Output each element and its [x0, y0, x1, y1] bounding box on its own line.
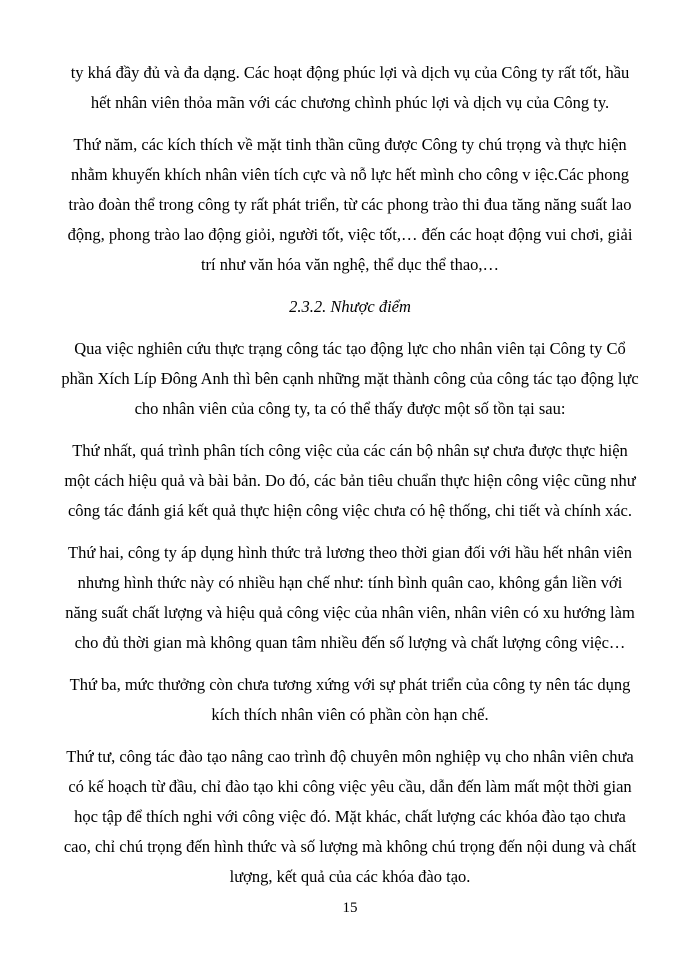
- section-heading: 2.3.2. Nhược điểm: [289, 297, 411, 316]
- paragraph-third-weakness: Thứ ba, mức thưởng còn chưa tương xứng với sự phát triển của công ty nên tác dụng kích thích nhân viên có phần còn hạn chế.: [69, 675, 631, 724]
- paragraph-intro-weaknesses: Qua việc nghiên cứu thực trạng công tác tạo động lực cho nhân viên tại Công ty Cổ phần Xích Líp Đông Anh thì bên cạnh những mặt thành công của công tác tạo động lực cho nhân viên của công ty, ta có thể thấy được một số tồn tại sau:: [61, 339, 639, 418]
- page-content: [60, 58, 640, 904]
- paragraph-welfare-continuation: ty khá đầy đủ và đa dạng. Các hoạt động phúc lợi và dịch vụ của Công ty rất tốt, hầu hết nhân viên thỏa mãn với các chương chình phúc lợi và dịch vụ của Công ty.: [70, 63, 630, 112]
- paragraph-fourth-weakness: Thứ tư, công tác đào tạo nâng cao trình độ chuyên môn nghiệp vụ cho nhân viên chưa có kế hoạch từ đầu, chỉ đào tạo khi công việc yêu cầu, dẫn đến làm mất một thời gian học tập để thích nghi với công việc đó. Mặt khác, chất lượng các khóa đào tạo chưa cao, chỉ chú trọng đến hình thức và số lượng mà không chú trọng đến nội dung và chất lượng, kết quả của các khóa đào tạo.: [63, 747, 637, 886]
- paragraph-second-weakness: Thứ hai, công ty áp dụng hình thức trả lương theo thời gian đối với hầu hết nhân viên nhưng hình thức này có nhiều hạn chế như: tính bình quân cao, không gắn liền với năng suất chất lượng và hiệu quả công việc của nhân viên, nhân viên có xu hướng làm cho đủ thời gian mà không quan tâm nhiều đến số lượng và chất lượng công việc…: [65, 543, 635, 652]
- paragraph-fifth-point: Thứ năm, các kích thích về mặt tinh thần cũng được Công ty chú trọng và thực hiện nhằm khuyến khích nhân viên tích cực và nỗ lực hết mình cho công v iệc.Các phong trào đoàn thể trong công ty rất phát triển, từ các phong trào thi đua tăng năng suất lao động, phong trào lao động giỏi, người tốt, việc tốt,… đến các hoạt động vui chơi, giải trí như văn hóa văn nghệ, thể dục thể thao,…: [67, 135, 633, 274]
- paragraph-first-weakness: Thứ nhất, quá trình phân tích công việc của các cán bộ nhân sự chưa được thực hiện một cách hiệu quả và bài bản. Do đó, các bản tiêu chuẩn thực hiện công việc cũng như công tác đánh giá kết quả thực hiện công việc chưa có hệ thống, chi tiết và chính xác.: [64, 441, 636, 520]
- page-number: 15: [342, 900, 358, 916]
